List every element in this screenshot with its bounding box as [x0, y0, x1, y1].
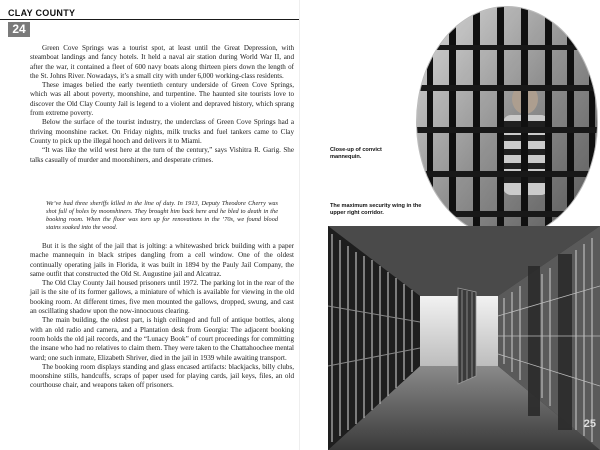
paragraph: The Old Clay County Jail housed prisoners until 1972. The parking lot in the rear of the jail is the site of its former gallows, a miniature of which is available for viewing in the old booking room. At different times, five men mounted the gallows, dropped, swung, and cast an oscillating shadow upon the now-innocuous clearing. [30, 279, 294, 316]
right-page [300, 0, 600, 450]
pull-quote: We’ve had three sheriffs killed in the line of duty. In 1913, Deputy Theodore Cherry was shot full of holes by moonshiners. They brought him back here and he bled to death in the booking room. When the floor was torn up for renovations in the ’70s, we found blood stains soaked into the wood. [46, 200, 278, 231]
page-number-left: 24 [8, 22, 30, 37]
wing-caption: The maximum security wing in the upper right corridor. [330, 203, 422, 216]
jail-corridor-image [328, 226, 600, 450]
paragraph: The booking room displays standing and glass encased artifacts: blackjacks, billy clubs, moonshine stills, handcuffs, scraps of paper used for playing cards, jail keys, files, an old courthouse chair, and weapons taken off prisoners. [30, 362, 294, 390]
paragraph: But it is the sight of the jail that is jolting: a whitewashed brick building with a paper mache mannequin in black stripes dangling from a cell window. One of the oldest continually operating jails in Florida, it was built in 1894 by the Pauly Jail Company, the same outfit that constructed the Old St. Augustine jail and Alcatraz. [30, 242, 294, 278]
mannequin-caption: Close-up of convict mannequin. [330, 147, 382, 160]
article-block-1 [30, 44, 294, 165]
paragraph: The main building, the oldest part, is high ceilinged and full of antique bottles, along with an old radio and camera, and a Plantation desk from Georgia: The adjacent booking room holds the old jail records, and the “Lunacy Book” of court proceedings for committing the insane who had no relatives to claim them. They were taken to the Chattahoochee mental ward; one such inmate, Elizabeth Shriver, died in the jail in 1939 while awaiting transport. [30, 316, 294, 362]
paragraph: Below the surface of the tourist industry, the underclass of Green Cove Springs had a thriving moonshine racket. On Friday nights, milk trucks and fuel tankers came to Clay County to pick up the illegal hooch and delivers it to Miami. [30, 118, 294, 145]
running-header [0, 8, 300, 20]
paragraph: Green Cove Springs was a tourist spot, at least until the Great Depression, with steamboat landings and fancy hotels. It held a naval air station during World War II, and after the war, it contained a fleet of 600 navy boats along thirteen piers down the length of the St. Johns River. Nowadays, it’s a small city with under 6,000 working-class residents. [30, 44, 294, 80]
mannequin-photo [416, 6, 598, 238]
jail-cell-bars-image [417, 7, 598, 238]
paragraph: These images belied the early twentieth century underside of Green Cove Springs, which was all about poverty, moonshine, and turpentine. The haunted site tourists love to discover the Old Clay County Jail is legend to a violent and depraved history, which sprang from extreme poverty. [30, 81, 294, 118]
page-number-right: 25 [583, 418, 596, 430]
paragraph: “It was like the wild west here at the turn of the century,” says Vishitra R. Garig. She talks casually of murder and moonshiners, and desperate crimes. [30, 146, 294, 164]
header-title: CLAY COUNTY [8, 8, 76, 18]
article-block-2 [30, 242, 294, 391]
corridor-photo [328, 226, 600, 450]
